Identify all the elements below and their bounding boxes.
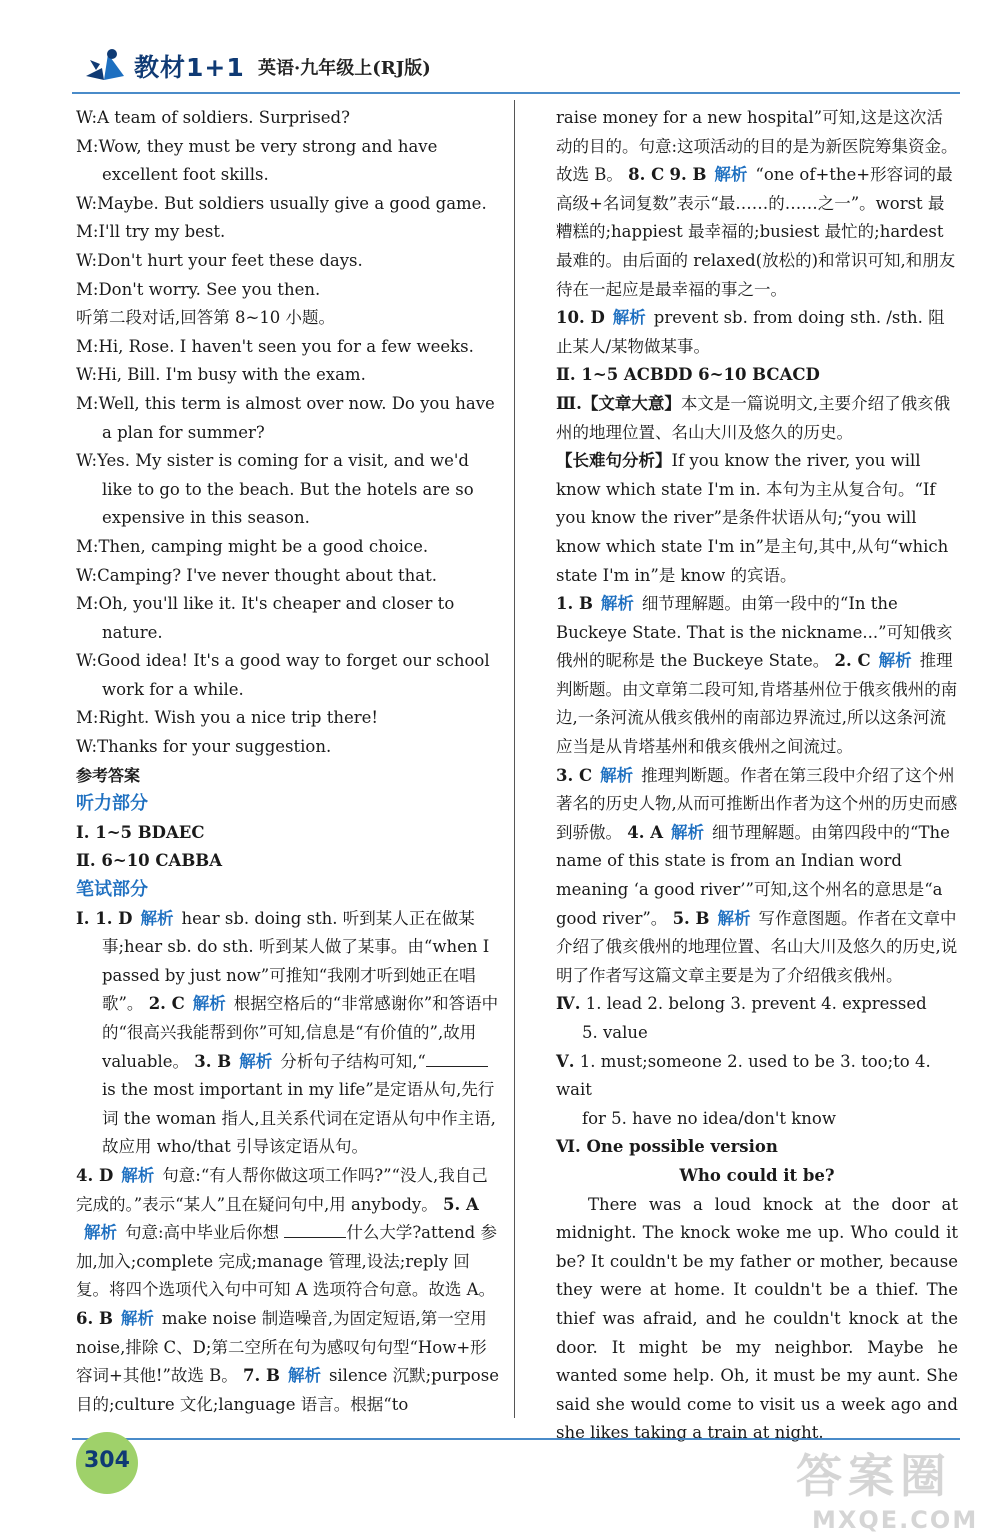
analysis-tag: 解析 [287,1366,321,1386]
section-5-answers [556,1048,958,1105]
answer-number: 7. B [243,1366,280,1386]
dialogue-line: W:Thanks for your suggestion. [76,737,332,757]
listening-answer: Ⅱ. 6~10 CABBA [76,851,223,871]
listening-heading: 听力部分 [76,793,148,815]
answer-text: silence 沉默;purpose 目的;culture 文化;language 语言。根据“to [76,1366,499,1414]
analysis-tag: 解析 [192,994,226,1014]
summary-text: 本文是一篇说明文,主要介绍了俄亥俄州的地理位置、名山大川及悠久的历史。 [556,393,951,442]
dialogue-line: M:Well, this term is almost over now. Do you have a plan for summer? [76,393,495,442]
dialogue-line: M:Then, camping might be a good choice. [76,536,429,556]
analysis-tag: 解析 [140,908,174,928]
analysis-tag: 解析 [600,765,634,785]
analysis-tag: 解析 [714,165,748,185]
analysis-label: 【长难句分析】 [556,451,672,471]
answer-text: 句意:高中毕业后你想 [125,1223,280,1243]
analysis-text: If you know the river, you will know which state I'm in. 本句为主从复合句。“If you know the river”是条件状语从句;“you will know which state I'm in”是主句,其中,从句“which state I'm in”是 know 的宾语。 [556,451,949,585]
reference-answers-heading: 参考答案 [76,765,141,785]
section-2-answers: Ⅱ. 1~5 ACBDD 6~10 BCACD [556,365,820,385]
page-number: 304 [84,1448,130,1473]
dialogue-line: M:Don't worry. See you then. [76,279,321,299]
analysis-tag: 解析 [600,594,634,614]
section-intro: 听第二段对话,回答第 8~10 小题。 [76,308,336,328]
section-6-label: Ⅵ. One possible version [556,1137,778,1157]
page-header [72,44,952,86]
left-column [76,104,502,1419]
dialogue-line: W:Don't hurt your feet these days. [76,250,363,270]
dialogue-line: W:Maybe. But soldiers usually give a good game. [76,193,487,213]
essay-title: Who could it be? [679,1165,835,1185]
answer-number: 2. C [148,994,185,1014]
answer-text: 推理判断题。由文章第二段可知,肯塔基州位于俄亥俄州的南边,一条河流从俄亥俄州的南部边界流过,所以这条河流应当是从肯塔基州和俄亥俄州之间流过。 [556,651,958,757]
answer-text: 细节理解题。由第四段中的“The name of this state is from an Indian word meaning ‘a good river’”可知,这个州名的意思是“a good river”。 [556,822,950,928]
section-label: Ⅳ. [556,994,581,1014]
answer-number: 10. D [556,308,605,328]
analysis-tag: 解析 [671,822,705,842]
answer-number: 4. D [76,1165,114,1185]
answer-item [76,905,502,1162]
header-divider [72,92,960,94]
answer-text: prevent sb. from doing sth. /sth. 阻止某人/某物做某事。 [556,308,945,356]
answer-number: 5. B [672,908,710,928]
answer-item [556,590,958,762]
analysis-tag: 解析 [239,1051,273,1071]
answer-number: 9. B [669,165,707,185]
answer-text: make noise 制造噪音,为固定短语,第一空用 noise,排除 C、D;第二空所在句为感叹句句型“How+形容词+其他!”故选 B。 [76,1308,487,1386]
summary-label: Ⅲ.【文章大意】 [556,393,681,413]
section-4-answers-cont: 5. value [582,1023,648,1042]
section-4-answers [556,990,958,1019]
essay-body: There was a loud knock at the door at midnight. The knock woke me up. Who could it be? It couldn't be my father or mother, because they were at home. It couldn't be a thief. The thief was afraid, and he couldn't knock at the door. It might be my neighbor. Maybe he wanted some help. Oh, it must be my aunt. She said she would come to visit us a week ago and she likes taking a train at night. [556,1194,958,1443]
long-sentence-analysis [556,447,958,590]
watermark-bottom: MXQE.COM [812,1506,979,1534]
answer-number: 3. B [194,1051,232,1071]
dialogue-line: W:A team of soldiers. Surprised? [76,108,350,127]
answer-number: 4. A [627,822,664,842]
answer-text: 什么大学?attend 参加,加入;complete 完成;manage 管理,设法;reply 回复。将四个选项代入句中可知 A 选项符合句意。故选 A。 [76,1223,497,1300]
answer-item [556,104,958,304]
analysis-tag: 解析 [84,1223,117,1243]
answer-text: 1. lead 2. belong 3. prevent 4. expressed [585,994,927,1014]
answer-text: 细节理解题。由第一段中的“In the Buckeye State. That is the nickname...”可知俄亥俄州的昵称是 the Buckeye State。 [556,594,953,671]
answer-item [76,1162,502,1419]
answer-number: 6. B [76,1308,113,1328]
answer-number: 2. C [834,651,871,671]
book-logo-icon [82,46,128,84]
answer-text: 1. must;someone 2. used to be 3. too;to 4. wait [556,1051,931,1100]
dialogue-line: W:Hi, Bill. I'm busy with the exam. [76,365,366,385]
dialogue-line: M:Wow, they must be very strong and have excellent foot skills. [76,136,438,185]
answer-number: 3. C [556,765,593,785]
watermark [796,1440,978,1534]
dialogue-line: W:Camping? I've never thought about that. [76,565,437,585]
dialogue-line: M:I'll try my best. [76,222,226,242]
answer-item [556,762,958,991]
answer-number: Ⅰ. 1. D [76,908,133,928]
blank-line [284,1223,346,1238]
answer-text: “one of+the+形容词的最高级+名词复数”表示“最……的……之一”。worst 最糟糕的;happiest 最幸福的;busiest 最忙的;hardest 最难的。由后面的 relaxed(放松的)和常识可知,和朋友待在一起应是最幸福的事之一。 [556,165,956,299]
answer-text: 分析句子结构可知,“ [280,1051,426,1071]
analysis-tag: 解析 [717,908,751,928]
section-5-answers-cont: for 5. have no idea/don't know [582,1108,836,1128]
analysis-tag: 解析 [120,1308,154,1328]
analysis-tag: 解析 [121,1165,155,1185]
answer-text: 写作意图题。作者在文章中介绍了俄亥俄州的地理位置、名山大川及悠久的历史,说明了作者写这篇文章主要是为了介绍俄亥俄州。 [556,908,958,985]
answer-text: 句意:“有人帮你做这项工作吗?”“没人,我自己完成的。”表示“某人”且在疑问句中,用 anybody。 [76,1165,488,1214]
section-label: Ⅴ. [556,1051,575,1071]
answer-text: is the most important in my life”是定语从句,先行词 the woman 指人,且关系代词在定语从句中作主语,故应用 who/that 引导该定语从句。 [102,1080,496,1157]
answer-number: 5. A [442,1194,479,1214]
blank-line [426,1052,488,1067]
dialogue-line: W:Good idea! It's a good way to forget our school work for a while. [76,651,490,699]
brand-title: 教材1+1 [134,53,245,82]
watermark-top: 答案圈 [796,1449,952,1503]
dialogue-line: M:Right. Wish you a nice trip there! [76,708,379,728]
writing-heading: 笔试部分 [76,879,148,901]
dialogue-line: M:Hi, Rose. I haven't seen you for a few weeks. [76,336,474,356]
answer-number: 1. B [556,594,593,614]
dialogue-line: W:Yes. My sister is coming for a visit, and we'd like to go to the beach. But the hotels are so expensive in this season. [76,451,474,528]
book-subtitle: 英语·九年级上(RJ版) [258,58,431,79]
passage-summary [556,390,958,447]
listening-answer: Ⅰ. 1~5 BDAEC [76,822,205,842]
answer-number: 8. C [628,165,665,185]
dialogue-line: M:Oh, you'll like it. It's cheaper and closer to nature. [76,594,455,642]
answer-text: hear sb. doing sth. 听到某人正在做某事;hear sb. do sth. 听到某人做了某事。由“when I passed by just now”可推知“我刚才听到她正在唱歌”。 [102,908,490,1014]
answer-text: raise money for a new hospital”可知,这是这次活动的目的。句意:这项活动的目的是为新医院筹集资金。故选 B。 [556,108,958,185]
answer-text: 根据空格后的“非常感谢你”和答语中的“很高兴我能帮到你”可知,信息是“有价值的”,故用 valuable。 [102,994,499,1071]
answer-item [556,304,958,361]
analysis-tag: 解析 [612,308,646,328]
column-divider [514,100,515,1418]
right-column [556,104,958,1448]
answer-text: 推理判断题。作者在第三段中介绍了这个州著名的历史人物,从而可推断出作者为这个州的历史而感到骄傲。 [556,765,958,842]
analysis-tag: 解析 [878,651,912,671]
